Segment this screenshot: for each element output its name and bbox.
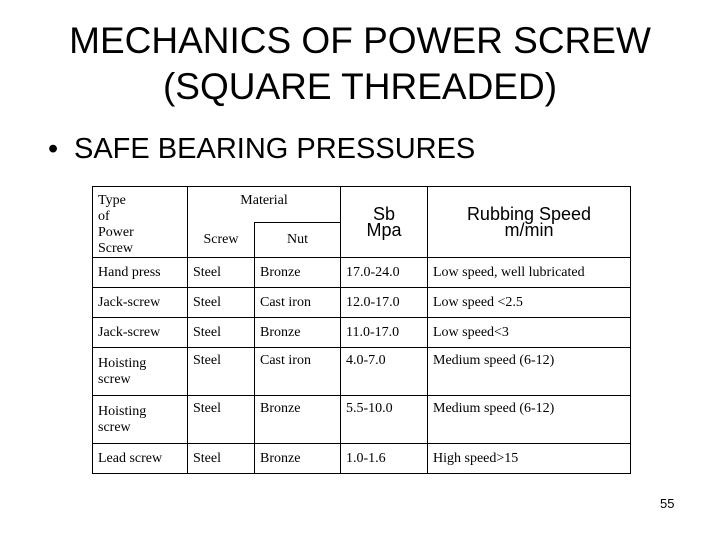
slide-title [0,18,720,110]
table-row [93,396,631,444]
header-material: Material [188,187,341,223]
cell-sb: 1.0-1.6 [341,444,428,474]
cell-type: Hand press [93,258,188,288]
cell-screw: Steel [188,396,255,444]
cell-sb: 5.5-10.0 [341,396,428,444]
header-type-line: Type [98,193,126,208]
subtitle-text: SAFE BEARING PRESSURES [74,133,476,165]
table-row [93,318,631,348]
header-sb-line: Mpa [366,220,402,240]
cell-type: Jack-screw [93,318,188,348]
cell-nut: Cast iron [255,348,341,396]
cell-type-line: Hoisting [98,355,147,371]
table-row [93,288,631,318]
cell-rubbing: Medium speed (6-12) [428,348,631,396]
header-screw: Screw [188,222,255,258]
cell-nut: Bronze [255,396,341,444]
bullet-icon: • [48,133,59,165]
cell-rubbing: Low speed<3 [428,318,631,348]
header-rubbing-speed [428,187,631,258]
cell-screw: Steel [188,258,255,288]
cell-nut: Bronze [255,444,341,474]
cell-type-line: screw [98,419,131,435]
cell-screw: Steel [188,288,255,318]
cell-screw: Steel [188,318,255,348]
title-line-2: (SQUARE THREADED) [162,66,558,107]
table-row [93,348,631,396]
cell-screw: Steel [188,444,255,474]
cell-sb: 12.0-17.0 [341,288,428,318]
header-type-line: Power [98,225,134,240]
cell-type: Jack-screw [93,288,188,318]
table-row [93,444,631,474]
cell-type [93,396,188,444]
header-rubbing-line: Rubbing Speed [466,204,592,224]
header-sb-line: Sb [372,204,396,224]
header-type-line: Screw [98,241,133,256]
cell-nut: Bronze [255,318,341,348]
cell-type-line: screw [98,371,131,387]
cell-sb: 17.0-24.0 [341,258,428,288]
cell-screw: Steel [188,348,255,396]
table-row [93,258,631,288]
header-nut: Nut [255,222,341,258]
cell-nut: Cast iron [255,288,341,318]
cell-sb: 11.0-17.0 [341,318,428,348]
header-type-of-power-screw [93,187,188,258]
header-sb [341,187,428,258]
cell-type-line: Hoisting [98,403,147,419]
cell-type: Lead screw [93,444,188,474]
cell-rubbing: Low speed, well lubricated [428,258,631,288]
cell-rubbing: High speed>15 [428,444,631,474]
cell-sb: 4.0-7.0 [341,348,428,396]
title-line-1: MECHANICS OF POWER SCREW [69,20,651,61]
page-number: 55 [660,496,675,511]
header-type-line: of [98,209,110,224]
bullet-heading [48,131,475,167]
cell-nut: Bronze [255,258,341,288]
cell-rubbing: Low speed <2.5 [428,288,631,318]
safe-bearing-pressures-table [92,186,631,474]
table-header-row [93,187,631,223]
cell-type [93,348,188,396]
cell-rubbing: Medium speed (6-12) [428,396,631,444]
header-rubbing-line: m/min [504,220,554,240]
